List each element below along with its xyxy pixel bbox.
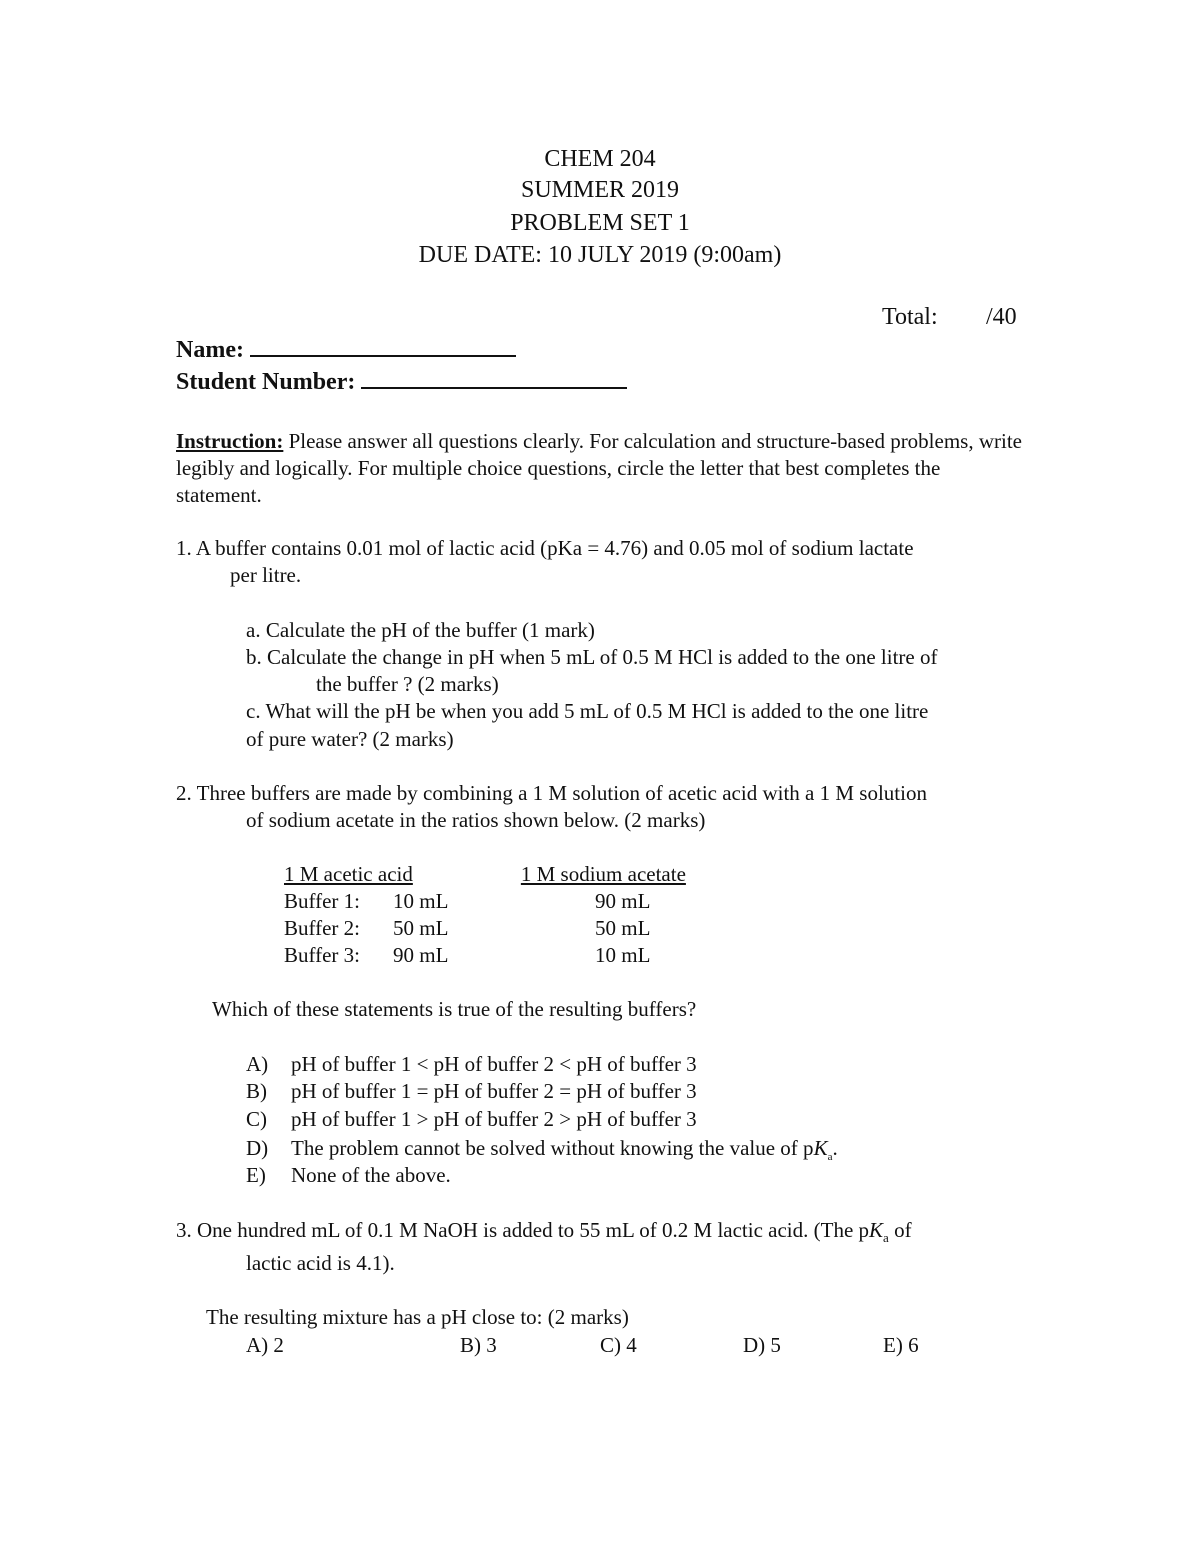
- total-value: /40: [986, 304, 1017, 330]
- q2-question: Which of these statements is true of the resulting buffers?: [212, 997, 697, 1021]
- student-number-label: Student Number:: [176, 369, 356, 395]
- q3-answer-c[interactable]: C) 4: [600, 1333, 637, 1357]
- q2-option-d-letter[interactable]: D): [246, 1136, 269, 1160]
- q1-part-c-line2: of pure water? (2 marks): [246, 727, 454, 751]
- q1-part-a: a. Calculate the pH of the buffer (1 mark): [246, 618, 595, 642]
- table-row-3-acetate: 10 mL: [595, 943, 651, 967]
- q1-part-c-line1: c. What will the pH be when you add 5 mL of 0.5 M HCl is added to the one litre: [246, 699, 929, 723]
- due-date: DUE DATE: 10 JULY 2019 (9:00am): [418, 242, 782, 268]
- name-blank[interactable]: [250, 337, 516, 357]
- q2-option-c-letter[interactable]: C): [246, 1107, 267, 1131]
- table-row-3-acid: 90 mL: [393, 943, 449, 967]
- student-number-blank[interactable]: [361, 369, 627, 389]
- q3-answer-b[interactable]: B) 3: [460, 1333, 497, 1357]
- table-row-2-acetate: 50 mL: [595, 916, 651, 940]
- name-label: Name:: [176, 337, 244, 363]
- instruction-text: Please answer all questions clearly. For calculation and structure-based problems, write legibly and logically. For multiple choice questions, circle the letter that best completes the statement.: [176, 429, 1022, 507]
- set-title: PROBLEM SET 1: [510, 210, 690, 236]
- table-header: [284, 864, 722, 885]
- q3-stem-line2: lactic acid is 4.1).: [246, 1251, 395, 1275]
- instruction-label: Instruction:: [176, 429, 284, 453]
- table-header-acetate: 1 M sodium acetate: [520, 862, 686, 886]
- q2-option-a-text: pH of buffer 1 < pH of buffer 2 < pH of buffer 3: [291, 1052, 697, 1076]
- q2-option-b-text: pH of buffer 1 = pH of buffer 2 = pH of buffer 3: [291, 1079, 697, 1103]
- q1-stem-line1: 1. A buffer contains 0.01 mol of lactic acid (pKa = 4.76) and 0.05 mol of sodium lactate: [176, 536, 914, 560]
- q3-answer-e[interactable]: E) 6: [883, 1333, 919, 1357]
- q3-answer-a[interactable]: A) 2: [246, 1333, 284, 1357]
- instruction-block: [176, 428, 1026, 509]
- q2-option-e-text: None of the above.: [291, 1163, 451, 1187]
- table-header-acid: 1 M acetic acid: [284, 862, 413, 886]
- q2-stem-line1: 2. Three buffers are made by combining a 1 M solution of acetic acid with a 1 M solution: [176, 781, 927, 805]
- course-title: CHEM 204: [544, 146, 656, 172]
- q3-question: The resulting mixture has a pH close to: (2 marks): [206, 1305, 629, 1329]
- term-title: SUMMER 2019: [520, 177, 680, 203]
- q2-option-d-text: The problem cannot be solved without knowing the value of $pK_a$.: [291, 1136, 838, 1164]
- q2-option-c-text: pH of buffer 1 > pH of buffer 2 > pH of buffer 3: [291, 1107, 697, 1131]
- q2-option-a-letter[interactable]: A): [246, 1052, 269, 1076]
- q1-part-b-line2: the buffer ? (2 marks): [316, 672, 499, 696]
- table-row-2-acid: 50 mL: [393, 916, 449, 940]
- table-row-1-acetate: 90 mL: [595, 889, 651, 913]
- table-row-2-label: Buffer 2:: [284, 916, 361, 940]
- q1-stem-line2: per litre.: [230, 563, 302, 587]
- name-field: [176, 337, 516, 362]
- table-row-1-label: Buffer 1:: [284, 889, 361, 913]
- q3-stem-line1: 3. One hundred mL of 0.1 M NaOH is added to 55 mL of 0.2 M lactic acid. (The $pK_a$ of: [176, 1218, 912, 1246]
- q2-option-b-letter[interactable]: B): [246, 1079, 267, 1103]
- q1-part-b-line1: b. Calculate the change in pH when 5 mL of 0.5 M HCl is added to the one litre of: [246, 645, 938, 669]
- student-number-field: [176, 369, 627, 394]
- table-row-3-label: Buffer 3:: [284, 943, 361, 967]
- q2-option-e-letter[interactable]: E): [246, 1163, 266, 1187]
- total-label: Total:: [882, 304, 938, 330]
- table-row-1-acid: 10 mL: [393, 889, 449, 913]
- q3-answer-d[interactable]: D) 5: [743, 1333, 781, 1357]
- q2-stem-line2: of sodium acetate in the ratios shown below. (2 marks): [246, 808, 706, 832]
